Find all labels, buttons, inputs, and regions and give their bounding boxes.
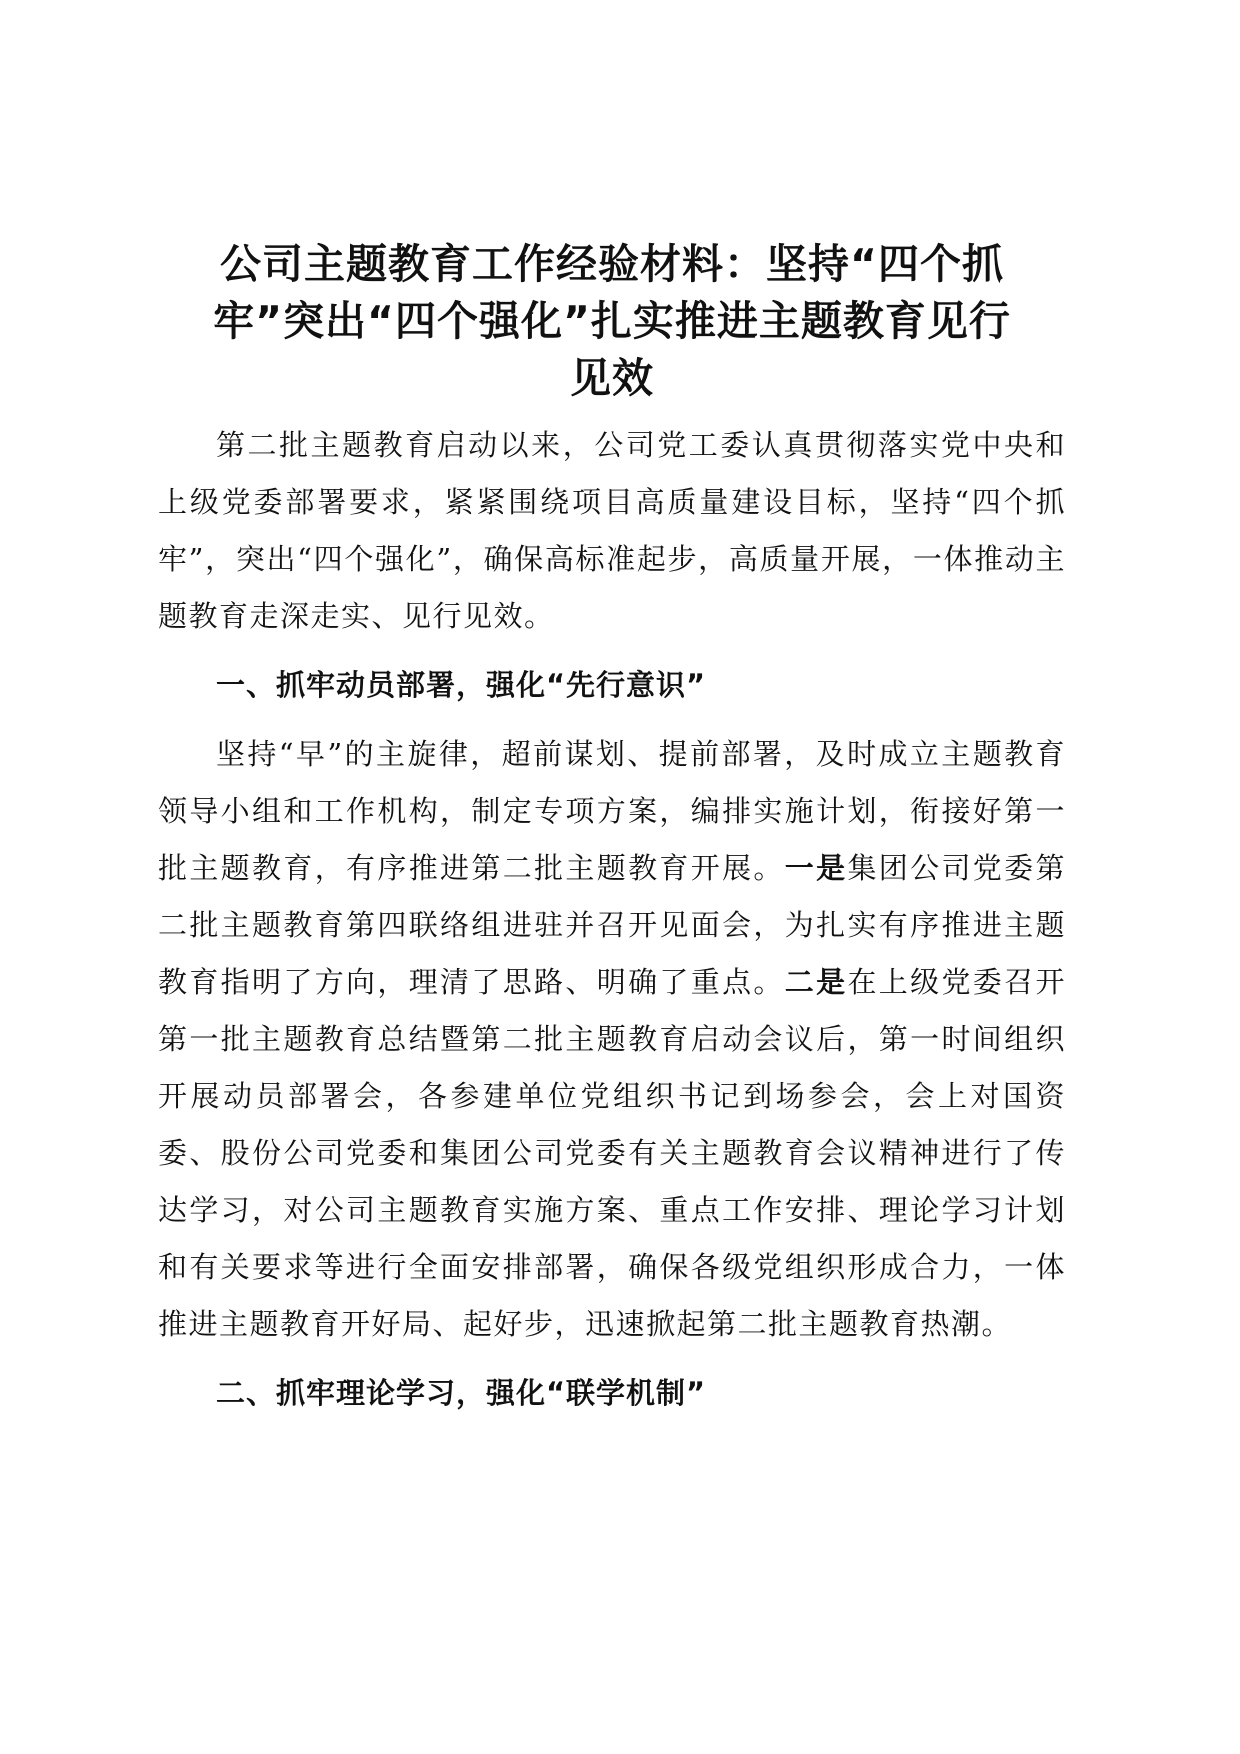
title-line-1: 公司主题教育工作经验材料：坚持“四个抓 [220,240,1004,288]
point-label-2: 二是 [784,965,848,999]
section-1-heading: 一、抓牢动员部署，强化“先行意识” [216,668,707,702]
document-title [158,236,1066,407]
section-1-text-c: 在上级党委召开第一批主题教育总结暨第二批主题教育启动会议后，第一时间组织开展动员部署会，各参建单位党组织书记到场参会，会上对国资委、股份公司党委和集团公司党委有关主题教育会议精神进行了传达学习，对公司主题教育实施方案、重点工作安排、理论学习计划和有关要求等进行全面安排部署，确保各级党组织形成合力，一体推进主题教育开好局、起好步，迅速掀起第二批主题教育热潮。 [158,965,1066,1341]
point-label-1: 一是 [784,851,848,885]
section-1-text-a: 坚持“早”的主旋律，超前谋划、提前部署，及时成立主题教育领导小组和工作机构，制定专项方案，编排实施计划，衔接好第一批主题教育，有序推进第二批主题教育开展。 [158,737,1066,885]
section-1-text-b: 集团公司党委第二批主题教育第四联络组进驻并召开见面会，为扎实有序推进主题教育指明了方向，理清了思路、明确了重点。 [158,851,1066,999]
section-2-heading: 二、抓牢理论学习，强化“联学机制” [216,1376,707,1410]
title-line-2: 牢”突出“四个强化”扎实推进主题教育见行 [213,297,1011,345]
document-page [158,236,1066,1434]
section-1-paragraph [158,726,1066,1353]
intro-paragraph: 第二批主题教育启动以来，公司党工委认真贯彻落实党中央和上级党委部署要求，紧紧围绕项目高质量建设目标，坚持“四个抓牢”，突出“四个强化”，确保高标准起步，高质量开展，一体推动主题教育走深走实、见行见效。 [158,428,1066,633]
title-line-3: 见效 [570,354,654,402]
